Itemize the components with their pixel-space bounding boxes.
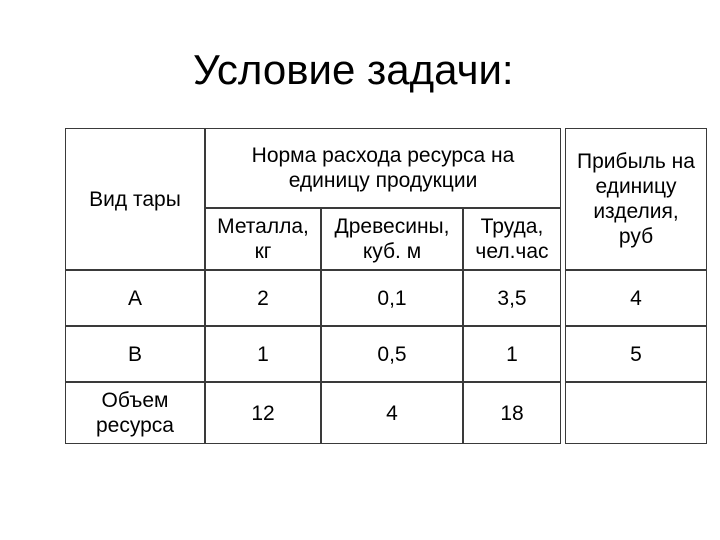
- header-metal-label: Металла, кг: [217, 215, 309, 263]
- header-labor-label: Труда, чел.час: [475, 215, 549, 263]
- row-a-label: [65, 270, 205, 326]
- row-volume-metal: [205, 382, 321, 444]
- row-b-profit: [565, 326, 707, 382]
- header-wood: [321, 208, 463, 270]
- header-vid-tary-label: Вид тары: [89, 187, 181, 211]
- header-pribyl-label: Прибыль на единицу изделия, руб: [577, 150, 695, 248]
- row-b-wood: [321, 326, 463, 382]
- header-metal: [205, 208, 321, 270]
- cell-text: 1: [506, 342, 518, 366]
- row-b-labor: [463, 326, 561, 382]
- page-title: Условие задачи:: [193, 46, 514, 93]
- cell-text: Объем ресурса: [96, 389, 174, 437]
- row-a-wood: [321, 270, 463, 326]
- row-volume-labor: [463, 382, 561, 444]
- cell-text: 18: [500, 401, 524, 425]
- cell-text: 0,1: [377, 286, 407, 310]
- row-a-profit: [565, 270, 707, 326]
- header-pribyl: [565, 128, 707, 270]
- row-volume-profit: [565, 382, 707, 444]
- cell-text: 4: [386, 401, 398, 425]
- cell-text: А: [127, 286, 142, 310]
- row-a-labor: [463, 270, 561, 326]
- problem-table: [65, 128, 707, 444]
- header-norma-label: Норма расхода ресурса на единицу продукции: [251, 144, 515, 192]
- cell-text: 1: [257, 342, 269, 366]
- cell-text: В: [127, 342, 142, 366]
- header-vid-tary: [65, 128, 205, 270]
- row-volume-wood: [321, 382, 463, 444]
- header-labor: [463, 208, 561, 270]
- cell-text: 2: [257, 286, 269, 310]
- row-a-metal: [205, 270, 321, 326]
- header-wood-label: Древесины, куб. м: [334, 215, 450, 263]
- cell-text: 4: [630, 286, 642, 310]
- row-volume-label: [65, 382, 205, 444]
- row-b-label: [65, 326, 205, 382]
- row-b-metal: [205, 326, 321, 382]
- cell-text: 0,5: [377, 342, 407, 366]
- header-norma: [205, 128, 561, 208]
- cell-text: 3,5: [497, 286, 527, 310]
- cell-text: 12: [251, 401, 275, 425]
- cell-text: 5: [630, 342, 642, 366]
